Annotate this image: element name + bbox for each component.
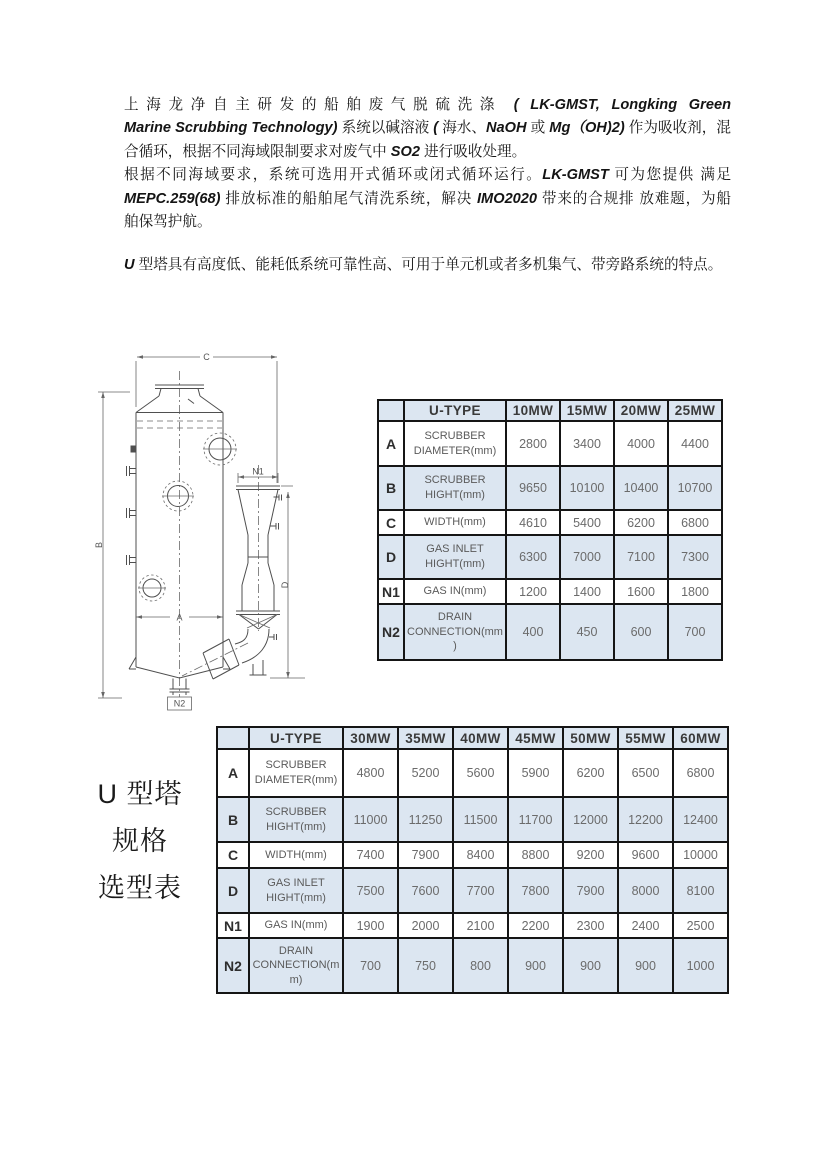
table-row (217, 842, 728, 868)
table-row (217, 749, 728, 797)
manhole (203, 433, 237, 465)
value-cell: 4000 (614, 421, 668, 466)
column-header-cell: 20MW (614, 400, 668, 421)
side-nozzle (127, 446, 137, 566)
value-cell: 11500 (453, 797, 508, 842)
value-cell: 7400 (343, 842, 398, 868)
value-cell: 1600 (614, 579, 668, 604)
value-cell: 1800 (668, 579, 722, 604)
intro-line (124, 254, 731, 277)
table-row (378, 604, 722, 660)
text-segment: 或 (530, 120, 550, 137)
value-cell: 10400 (614, 466, 668, 510)
text-segment: Marine Scrubbing Technology) (124, 120, 342, 137)
value-cell: 6200 (614, 510, 668, 535)
table-row (217, 797, 728, 842)
column-header-cell: U-TYPE (249, 727, 343, 749)
column-header-cell: 30MW (343, 727, 398, 749)
value-cell: 7500 (343, 868, 398, 913)
row-label-cell: SCRUBBER DIAMETER(mm) (404, 421, 506, 466)
value-cell: 800 (453, 938, 508, 993)
intro-line (124, 164, 731, 187)
caption-u-tower (76, 771, 204, 912)
row-key-cell: A (217, 749, 249, 797)
text-segment: 系统以碱溶液 (341, 120, 434, 137)
value-cell: 400 (506, 604, 560, 660)
value-cell: 2400 (618, 913, 673, 938)
value-cell: 7900 (563, 868, 618, 913)
intro-line (124, 188, 731, 211)
dim-label-n2: N2 (173, 698, 186, 709)
dim-label-a: A (176, 612, 183, 623)
value-cell: 8400 (453, 842, 508, 868)
drain-label-n2 (168, 697, 192, 710)
row-label-cell: SCRUBBER HIGHT(mm) (404, 466, 506, 510)
text-segment: 上海龙净自主研发的船舶废气脱硫洗涤 (124, 97, 514, 113)
text-segment: 带来的合规排 放难题，为船 (541, 190, 732, 207)
value-cell: 8000 (618, 868, 673, 913)
row-label-cell: GAS IN(mm) (404, 579, 506, 604)
row-key-cell: C (217, 842, 249, 868)
caption-line: 选型表 (98, 873, 182, 903)
value-cell: 900 (508, 938, 563, 993)
dimension-b (94, 392, 130, 698)
value-cell: 2300 (563, 913, 618, 938)
value-cell: 6800 (673, 749, 728, 797)
value-cell: 11700 (508, 797, 563, 842)
value-cell: 900 (618, 938, 673, 993)
row-label-cell: SCRUBBER HIGHT(mm) (249, 797, 343, 842)
table-row (217, 868, 728, 913)
text-segment: 舶保驾护航。 (124, 214, 212, 231)
inlet-elbow-duct (203, 629, 277, 679)
column-header-cell: 45MW (508, 727, 563, 749)
value-cell: 10700 (668, 466, 722, 510)
table-header-row (217, 727, 728, 749)
value-cell: 1900 (343, 913, 398, 938)
spec-table-30-60mw (216, 726, 729, 994)
value-cell: 900 (563, 938, 618, 993)
dim-label-d: D (280, 581, 290, 589)
value-cell: 7300 (668, 535, 722, 579)
row-label-cell: DRAIN CONNECTION(mm) (249, 938, 343, 993)
value-cell: 2100 (453, 913, 508, 938)
value-cell: 12200 (618, 797, 673, 842)
value-cell: 2200 (508, 913, 563, 938)
row-key-cell: N1 (378, 579, 404, 604)
dim-label-c: C (203, 352, 210, 362)
value-cell: 4800 (343, 749, 398, 797)
value-cell: 8800 (508, 842, 563, 868)
row-key-cell: B (217, 797, 249, 842)
column-header-cell: 25MW (668, 400, 722, 421)
dim-label-n1: N1 (252, 466, 264, 477)
table-header-row (378, 400, 722, 421)
manhole (138, 575, 166, 601)
value-cell: 9200 (563, 842, 618, 868)
column-header-cell: 55MW (618, 727, 673, 749)
value-cell: 7800 (508, 868, 563, 913)
value-cell: 7100 (614, 535, 668, 579)
table-row (217, 938, 728, 993)
text-segment: ( LK-GMST, Longking Green (513, 97, 731, 113)
value-cell: 12000 (563, 797, 618, 842)
text-segment: 可为您提供 满足 (614, 167, 731, 184)
text-segment: SO2 (390, 143, 425, 160)
caption-line: U 型塔 (97, 779, 183, 809)
table-row (378, 466, 722, 510)
column-header-cell: 60MW (673, 727, 728, 749)
value-cell: 450 (560, 604, 614, 660)
value-cell: 2800 (506, 421, 560, 466)
row-key-cell: C (378, 510, 404, 535)
value-cell: 12400 (673, 797, 728, 842)
dimension-d (270, 486, 305, 678)
row-label-cell: GAS INLET HIGHT(mm) (249, 868, 343, 913)
intro-text (124, 94, 731, 278)
value-cell: 6200 (563, 749, 618, 797)
table-row (378, 579, 722, 604)
column-header-cell (217, 727, 249, 749)
table-row (378, 535, 722, 579)
dim-label-b: B (94, 541, 104, 549)
intro-line (124, 94, 731, 117)
value-cell: 10100 (560, 466, 614, 510)
row-label-cell: GAS IN(mm) (249, 913, 343, 938)
scrubber-diagram (90, 345, 330, 725)
table-row (217, 913, 728, 938)
column-header-cell: 35MW (398, 727, 453, 749)
value-cell: 6500 (618, 749, 673, 797)
value-cell: 9650 (506, 466, 560, 510)
row-key-cell: D (217, 868, 249, 913)
spec-table-10-25mw (377, 399, 723, 661)
column-header-cell: U-TYPE (404, 400, 506, 421)
value-cell: 7600 (398, 868, 453, 913)
value-cell: 9600 (618, 842, 673, 868)
text-segment: ( (433, 120, 443, 137)
dimension-n1 (238, 467, 278, 484)
row-label-cell: SCRUBBER DIAMETER(mm) (249, 749, 343, 797)
text-segment: NaOH (486, 120, 531, 137)
value-cell: 1200 (506, 579, 560, 604)
dimension-a (136, 613, 223, 623)
text-segment: MEPC.259(68) (124, 190, 226, 207)
intro-line (124, 117, 731, 140)
row-key-cell: N2 (378, 604, 404, 660)
spec-table-large-wrap (216, 726, 729, 994)
value-cell: 1000 (673, 938, 728, 993)
spec-table-small-wrap (377, 399, 723, 661)
row-label-cell: WIDTH(mm) (249, 842, 343, 868)
intro-line (124, 141, 731, 164)
text-segment: 作为吸收剂，混 (628, 120, 731, 137)
value-cell: 4610 (506, 510, 560, 535)
value-cell: 7000 (560, 535, 614, 579)
text-segment: Mg（OH)2) (549, 120, 629, 137)
value-cell: 4400 (668, 421, 722, 466)
row-key-cell: N1 (217, 913, 249, 938)
value-cell: 3400 (560, 421, 614, 466)
value-cell: 2000 (398, 913, 453, 938)
row-key-cell: N2 (217, 938, 249, 993)
column-header-cell: 50MW (563, 727, 618, 749)
text-segment: 进行吸收处理。 (424, 143, 527, 160)
row-label-cell: WIDTH(mm) (404, 510, 506, 535)
value-cell: 700 (343, 938, 398, 993)
value-cell: 8100 (673, 868, 728, 913)
value-cell: 600 (614, 604, 668, 660)
value-cell: 6800 (668, 510, 722, 535)
intro-line (124, 211, 731, 234)
text-segment: 型塔具有高度低、能耗低系统可靠性高、可用于单元机或者多机集气、带旁路系统的特点。 (138, 257, 723, 274)
dimension-c (136, 352, 277, 483)
table-row (378, 421, 722, 466)
text-segment: 海水、 (442, 120, 486, 137)
value-cell: 5900 (508, 749, 563, 797)
row-key-cell: B (378, 466, 404, 510)
table-row (378, 510, 722, 535)
value-cell: 7700 (453, 868, 508, 913)
row-label-cell: DRAIN CONNECTION(mm) (404, 604, 506, 660)
column-header-cell: 40MW (453, 727, 508, 749)
column-header-cell: 15MW (560, 400, 614, 421)
text-segment: 合循环，根据不同海域限制要求对废气中 (124, 143, 391, 160)
value-cell: 5600 (453, 749, 508, 797)
value-cell: 1400 (560, 579, 614, 604)
value-cell: 11000 (343, 797, 398, 842)
text-segment: 根据不同海域要求，系统可选用开式循环或闭式循环运行。 (124, 167, 543, 184)
row-key-cell: A (378, 421, 404, 466)
value-cell: 10000 (673, 842, 728, 868)
column-header-cell: 10MW (506, 400, 560, 421)
value-cell: 7900 (398, 842, 453, 868)
column-header-cell (378, 400, 404, 421)
value-cell: 6300 (506, 535, 560, 579)
text-segment: U (124, 257, 139, 274)
text-segment: 排放标准的船舶尾气清洗系统，解决 (225, 190, 477, 207)
value-cell: 700 (668, 604, 722, 660)
row-key-cell: D (378, 535, 404, 579)
text-segment: LK-GMST (542, 167, 615, 184)
text-segment: IMO2020 (477, 190, 542, 207)
duct-centerline (182, 643, 248, 676)
value-cell: 5400 (560, 510, 614, 535)
value-cell: 2500 (673, 913, 728, 938)
value-cell: 5200 (398, 749, 453, 797)
row-label-cell: GAS INLET HIGHT(mm) (404, 535, 506, 579)
value-cell: 750 (398, 938, 453, 993)
value-cell: 11250 (398, 797, 453, 842)
manhole (162, 481, 194, 511)
caption-line: 规格 (112, 826, 168, 856)
